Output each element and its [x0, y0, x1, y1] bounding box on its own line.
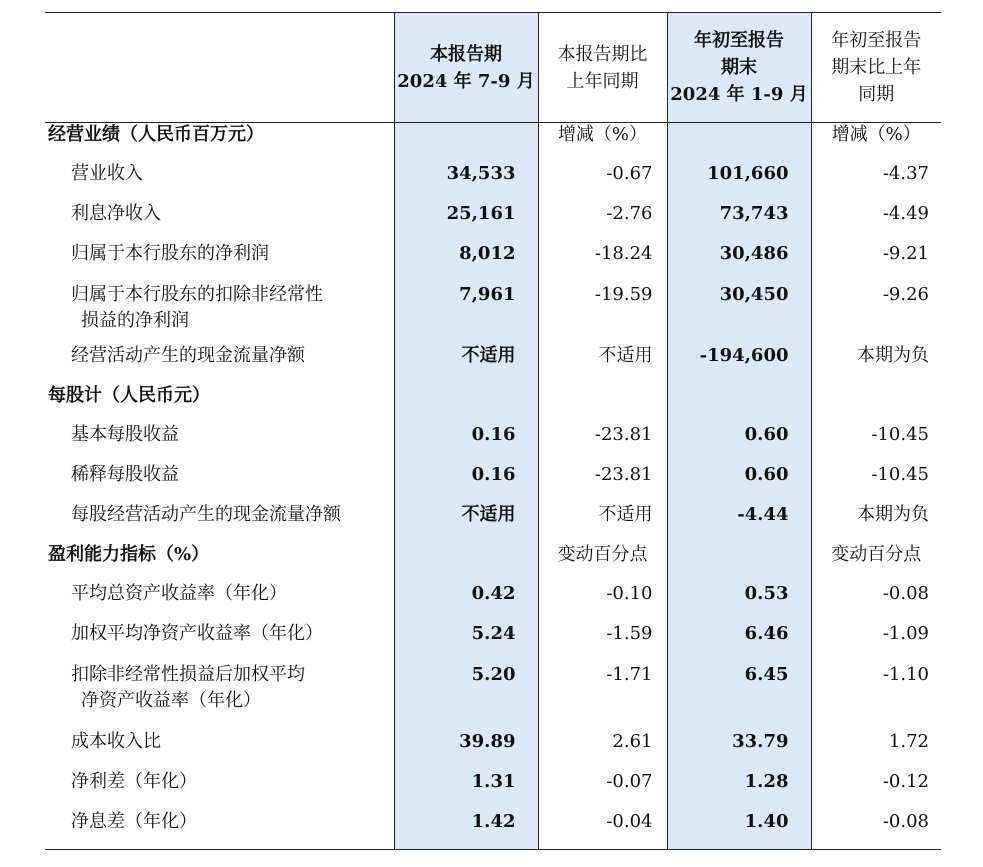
header-current-vs-prior — [538, 13, 667, 123]
financial-indicators-table — [45, 12, 941, 850]
row-label-line: 归属于本行股东的净利润 — [71, 242, 269, 264]
header-ytd-vs-prior-line1: 年初至报告 — [831, 30, 922, 51]
section-row — [45, 123, 941, 162]
table-row — [45, 582, 941, 622]
current-period-value: 1.31 — [394, 770, 538, 810]
table-row — [45, 162, 941, 202]
row-label-line: 稀释每股收益 — [71, 463, 179, 485]
ytd-vs-prior-value: -1.10 — [882, 663, 929, 685]
header-ytd-line1: 年初至报告 — [694, 30, 784, 51]
current-vs-prior-value: -0.10 — [606, 582, 653, 604]
table-row — [45, 622, 941, 662]
row-label — [45, 730, 394, 770]
current-period-value: 5.24 — [394, 622, 538, 662]
current-vs-prior-value: -2.76 — [606, 202, 653, 224]
section-label — [45, 384, 394, 423]
row-label-line: 净资产收益率（年化） — [81, 689, 261, 711]
current-period-value — [394, 543, 538, 582]
row-label — [45, 162, 394, 202]
row-label — [45, 242, 394, 282]
current-vs-prior-value: 不适用 — [598, 503, 653, 525]
current-vs-prior-value: -1.59 — [606, 622, 653, 644]
ytd-vs-prior-value: -1.09 — [882, 622, 929, 644]
header-ytd-vs-prior-line3: 同期 — [858, 84, 895, 105]
header-current-period — [394, 13, 538, 123]
current-vs-prior-value: -18.24 — [594, 242, 653, 264]
table-row — [45, 344, 941, 384]
row-label-line: 每股经营活动产生的现金流量净额 — [71, 503, 341, 525]
ytd-vs-prior-value: -9.26 — [882, 283, 929, 305]
current-vs-prior-value: 2.61 — [612, 730, 653, 752]
current-vs-prior-value: -19.59 — [594, 283, 653, 305]
header-empty — [45, 13, 394, 123]
ytd-value: 73,743 — [667, 202, 811, 242]
current-period-value: 不适用 — [394, 503, 538, 543]
ytd-value: 30,450 — [667, 282, 811, 344]
ytd-vs-prior-value: -0.08 — [882, 582, 929, 604]
table-row — [45, 202, 941, 242]
row-label-line: 经营业绩（人民币百万元） — [48, 124, 264, 145]
section-label — [45, 123, 394, 162]
row-label-line: 利息净收入 — [71, 202, 161, 224]
row-label-line: 归属于本行股东的扣除非经常性 — [71, 283, 323, 305]
ytd-vs-prior-value: 本期为负 — [857, 503, 929, 525]
row-label-line: 净息差（年化） — [71, 810, 197, 832]
current-period-value: 0.16 — [394, 423, 538, 463]
ytd-value: 1.28 — [667, 770, 811, 810]
current-period-value: 25,161 — [394, 202, 538, 242]
ytd-vs-prior-value: -9.21 — [882, 242, 929, 264]
section-row — [45, 384, 941, 423]
current-vs-prior-value: 变动百分点 — [557, 543, 648, 565]
ytd-value: 0.60 — [667, 463, 811, 503]
section-label — [45, 543, 394, 582]
row-label — [45, 770, 394, 810]
ytd-vs-prior-value: -10.45 — [871, 463, 929, 485]
row-label — [45, 503, 394, 543]
ytd-value: -4.44 — [667, 503, 811, 543]
ytd-vs-prior-value: 变动百分点 — [831, 543, 922, 565]
header-ytd-line3: 2024 年 1-9 月 — [670, 84, 808, 105]
row-label — [45, 344, 394, 384]
current-vs-prior-value: -0.67 — [606, 162, 653, 184]
current-vs-prior-value: -0.04 — [538, 810, 667, 850]
header-ytd-vs-prior-line2: 期末比上年 — [831, 57, 922, 78]
current-period-value: 39.89 — [394, 730, 538, 770]
header-current-period-line2: 2024 年 7-9 月 — [397, 70, 535, 92]
current-period-value — [394, 123, 538, 162]
current-period-value: 5.20 — [394, 662, 538, 730]
ytd-vs-prior-value: 本期为负 — [857, 344, 929, 366]
current-period-value: 8,012 — [394, 242, 538, 282]
ytd-vs-prior-value: -0.12 — [882, 770, 929, 792]
row-label-line: 成本收入比 — [71, 730, 161, 752]
ytd-value: 0.60 — [667, 423, 811, 463]
row-label-line: 盈利能力指标（%） — [48, 543, 210, 565]
current-period-value: 1.42 — [394, 810, 538, 850]
row-label-line: 损益的净利润 — [81, 309, 189, 331]
table-body — [45, 123, 941, 850]
current-period-value — [394, 384, 538, 423]
table-row — [45, 463, 941, 503]
row-label — [45, 202, 394, 242]
ytd-value: 101,660 — [667, 162, 811, 202]
row-label — [45, 463, 394, 503]
header-ytd-vs-prior — [811, 13, 941, 123]
table-row — [45, 770, 941, 810]
ytd-vs-prior-value: -0.08 — [811, 810, 941, 850]
row-label — [45, 810, 394, 850]
current-vs-prior-value: -0.07 — [606, 770, 653, 792]
ytd-vs-prior-value: 增减（%） — [831, 124, 921, 145]
header-current-vs-prior-line2: 上年同期 — [566, 70, 639, 92]
ytd-vs-prior-value — [811, 384, 941, 423]
ytd-value: -194,600 — [667, 344, 811, 384]
header-current-vs-prior-line1: 本报告期比 — [557, 43, 648, 65]
current-vs-prior-value: -23.81 — [594, 423, 653, 445]
ytd-value: 0.53 — [667, 582, 811, 622]
row-label-line: 每股计（人民币元） — [48, 384, 210, 406]
header-ytd — [667, 13, 811, 123]
current-vs-prior-value — [538, 384, 667, 423]
row-label — [45, 662, 394, 730]
row-label-line: 扣除非经常性损益后加权平均 — [71, 663, 305, 685]
ytd-value: 1.40 — [667, 810, 811, 850]
row-label — [45, 282, 394, 344]
ytd-value: 30,486 — [667, 242, 811, 282]
row-label-line: 平均总资产收益率（年化） — [71, 582, 287, 604]
ytd-value: 33.79 — [667, 730, 811, 770]
current-period-value: 7,961 — [394, 282, 538, 344]
current-vs-prior-value: -23.81 — [594, 463, 653, 485]
ytd-vs-prior-value: -4.37 — [882, 162, 929, 184]
section-row — [45, 543, 941, 582]
header-row — [45, 13, 941, 123]
ytd-vs-prior-value: 1.72 — [888, 730, 929, 752]
ytd-value: 6.46 — [667, 622, 811, 662]
row-label-line: 经营活动产生的现金流量净额 — [71, 344, 305, 366]
row-label-line: 基本每股收益 — [71, 423, 179, 445]
table-row — [45, 503, 941, 543]
table-row — [45, 242, 941, 282]
row-label — [45, 582, 394, 622]
header-current-period-line1: 本报告期 — [430, 43, 502, 65]
ytd-vs-prior-value: -4.49 — [882, 202, 929, 224]
current-vs-prior-value: 不适用 — [598, 344, 653, 366]
table-row — [45, 810, 941, 850]
row-label-line: 净利差（年化） — [71, 770, 197, 792]
table-row — [45, 423, 941, 463]
table-row — [45, 730, 941, 770]
row-label — [45, 423, 394, 463]
row-label — [45, 622, 394, 662]
ytd-value — [667, 123, 811, 162]
ytd-vs-prior-value: -10.45 — [871, 423, 929, 445]
current-period-value: 34,533 — [394, 162, 538, 202]
ytd-value — [667, 384, 811, 423]
ytd-value: 6.45 — [667, 662, 811, 730]
current-period-value: 0.42 — [394, 582, 538, 622]
table-row — [45, 282, 941, 344]
header-ytd-line2: 期末 — [721, 57, 757, 78]
row-label-line: 加权平均净资产收益率（年化） — [71, 622, 323, 644]
current-period-value: 0.16 — [394, 463, 538, 503]
footnote-clipped — [45, 858, 645, 867]
ytd-value — [667, 543, 811, 582]
table-row — [45, 662, 941, 730]
current-vs-prior-value: -1.71 — [606, 663, 653, 685]
current-period-value: 不适用 — [394, 344, 538, 384]
current-vs-prior-value: 增减（%） — [557, 124, 648, 145]
row-label-line: 营业收入 — [71, 162, 143, 184]
